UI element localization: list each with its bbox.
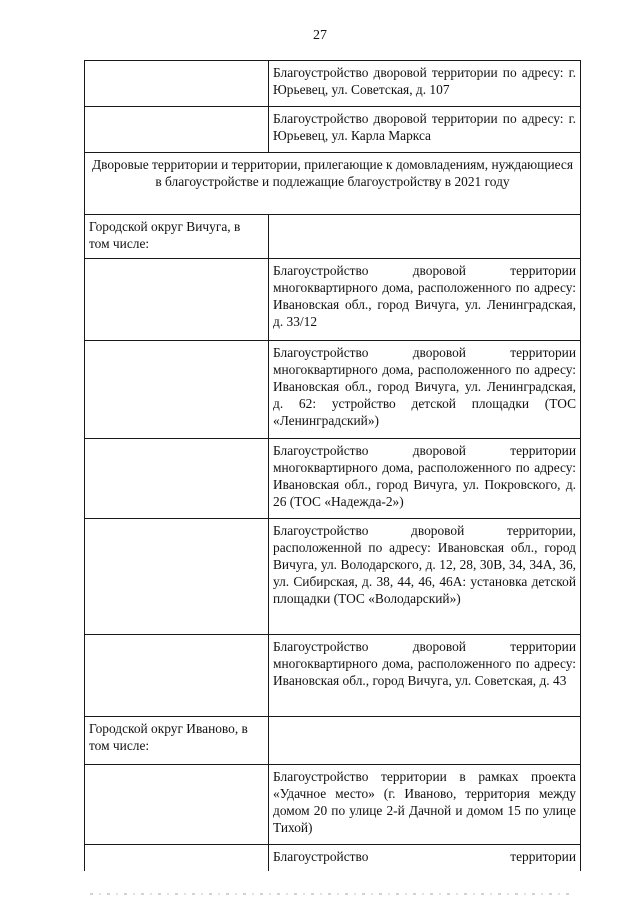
table-cell-right: Благоустройство дворовой территории многоквартирного дома, расположенного по адресу: Ивановская обл., город Вичуга, ул. Ленинградская, д. 62: устройство детской площадки (ТОС «Ленинградский») [269,341,581,439]
table-row [85,215,581,259]
program-table [84,60,581,871]
table-cell-right [269,215,581,259]
table-cell-right: Благоустройство дворовой территории многоквартирного дома, расположенного по адресу: Ивановская обл., город Вичуга, ул. Покровского, д. 26 (ТОС «Надежда-2») [269,439,581,519]
table-cell-left [85,765,269,845]
table-cell-left [85,259,269,341]
table-row [85,635,581,717]
table-cell-right: Благоустройство дворовой территории многоквартирного дома, расположенного по адресу: Ивановская обл., город Вичуга, ул. Советская, д. 43 [269,635,581,717]
table-row [85,439,581,519]
table-cell-left [85,341,269,439]
scan-edge-artifact [90,893,570,895]
table-cell-right: Благоустройство территории в рамках проекта «Удачное место» (г. Иваново, территория между домом 20 по улице 2-й Дачной и домом 15 по улице Тихой) [269,765,581,845]
table-cell-right: Благоустройство дворовой территории, расположенной по адресу: Ивановская обл., город Вичуга, ул. Володарского, д. 12, 28, 30В, 34, 34А, 36, ул. Сибирская, д. 38, 44, 46, 46А: установка детской площадки (ТОС «Володарский») [269,519,581,635]
table-cell-left [85,635,269,717]
table-cell-left [85,845,269,871]
table-row [85,107,581,153]
section-heading: Дворовые территории и территории, прилегающие к домовладениям, нуждающиеся в благоустройстве и подлежащие благоустройству в 2021 году [85,153,581,215]
table-cell-right: Благоустройство дворовой территории по адресу: г. Юрьевец, ул. Советская, д. 107 [269,61,581,107]
table-row [85,259,581,341]
district-label: Городской округ Иваново, в том числе: [85,717,269,765]
table-cell-left [85,61,269,107]
table-row [85,845,581,871]
table-row [85,717,581,765]
table-cell-right [269,717,581,765]
district-label: Городской округ Вичуга, в том числе: [85,215,269,259]
table-cell-left [85,519,269,635]
table-cell-left [85,439,269,519]
page-number: 27 [313,28,327,43]
table-cell-right: Благоустройство дворовой территории по адресу: г. Юрьевец, ул. Карла Маркса [269,107,581,153]
table-cell-right: Благоустройство территории [269,845,581,871]
table-row [85,61,581,107]
table-row [85,519,581,635]
table-cell-left [85,107,269,153]
table-row [85,341,581,439]
table-row [85,765,581,845]
table-cell-right: Благоустройство дворовой территории многоквартирного дома, расположенного по адресу: Ивановская обл., город Вичуга, ул. Ленинградская, д. 33/12 [269,259,581,341]
section-heading-row [85,153,581,215]
